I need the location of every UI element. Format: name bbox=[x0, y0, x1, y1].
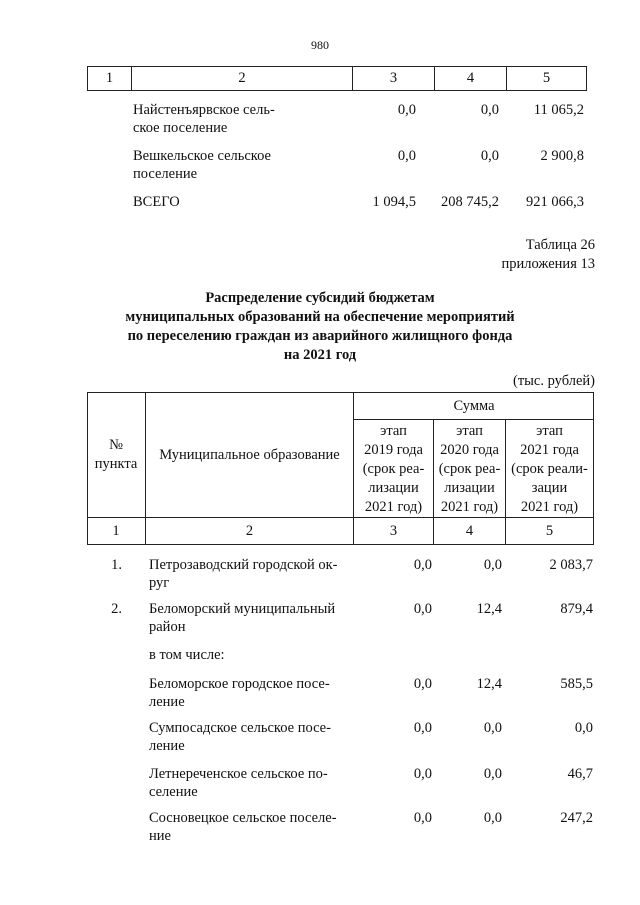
header-col-3-line: лизации bbox=[368, 480, 419, 496]
row-1-name-line: руг bbox=[149, 575, 170, 591]
row-7-name-line: ние bbox=[149, 828, 171, 844]
title-line: по переселению граждан из аварийного жилищного фонда bbox=[127, 328, 513, 344]
header-col-5-line: 2021 года bbox=[520, 442, 579, 458]
title-line: Распределение субсидий бюджетам bbox=[205, 290, 435, 306]
row-2-col-4: 12,4 bbox=[476, 601, 502, 617]
header-col-5-line: этап bbox=[536, 423, 563, 439]
row-2-number: 2. bbox=[111, 601, 122, 617]
top-header-col-4: 4 bbox=[435, 67, 507, 90]
header-col-3-line: (срок реа- bbox=[362, 461, 425, 477]
grid-line bbox=[87, 517, 594, 518]
row-5-col-4: 0,0 bbox=[483, 720, 502, 736]
top-row-2-name bbox=[133, 147, 271, 183]
header-col-4-line: этап bbox=[456, 423, 483, 439]
top-row-total-name bbox=[133, 193, 180, 211]
table-caption-appendix: приложения 13 bbox=[501, 256, 595, 272]
top-header-col-3: 3 bbox=[353, 67, 435, 90]
row-1-name bbox=[149, 556, 337, 592]
row-7-col-4: 0,0 bbox=[483, 810, 502, 826]
top-row-2-name-line: Вешкельское сельское bbox=[133, 148, 271, 164]
top-row-total-label: ВСЕГО bbox=[133, 194, 180, 210]
row-2-name-line: район bbox=[149, 619, 186, 635]
row-5-col-3: 0,0 bbox=[413, 720, 432, 736]
row-6-col-3: 0,0 bbox=[413, 766, 432, 782]
grid-line bbox=[353, 419, 594, 420]
top-row-1-col-4: 0,0 bbox=[480, 102, 499, 118]
row-7-col-5: 247,2 bbox=[560, 810, 593, 826]
row-1-col-5: 2 083,7 bbox=[549, 557, 593, 573]
units-note: (тыс. рублей) bbox=[513, 373, 595, 389]
row-including-label: в том числе: bbox=[149, 647, 225, 663]
row-4-col-4: 12,4 bbox=[476, 676, 502, 692]
row-7-name bbox=[149, 809, 337, 845]
row-4-col-5: 585,5 bbox=[560, 676, 593, 692]
top-row-total-col-5: 921 066,3 bbox=[526, 194, 584, 210]
header-col-4-line: 2021 год) bbox=[440, 499, 499, 515]
grid-line bbox=[87, 392, 594, 393]
title-line: на 2021 год bbox=[283, 347, 357, 363]
header-col-4-line: 2020 года bbox=[440, 442, 499, 458]
header-col-4 bbox=[434, 422, 505, 517]
header-col-4-line: (срок реа- bbox=[438, 461, 501, 477]
top-row-1-name-line: Найстенъярвское сель- bbox=[133, 102, 275, 118]
header-col-3 bbox=[354, 422, 433, 517]
row-6-col-4: 0,0 bbox=[483, 766, 502, 782]
row-1-col-4: 0,0 bbox=[483, 557, 502, 573]
row-4-col-3: 0,0 bbox=[413, 676, 432, 692]
row-2-col-3: 0,0 bbox=[413, 601, 432, 617]
top-row-total-col-3: 1 094,5 bbox=[372, 194, 416, 210]
row-5-col-5: 0,0 bbox=[574, 720, 593, 736]
header-col-5-line: (срок реали- bbox=[511, 461, 588, 477]
col-number-2: 2 bbox=[245, 523, 254, 539]
top-row-2-col-5: 2 900,8 bbox=[540, 148, 584, 164]
header-col-3-line: 2019 года bbox=[364, 442, 423, 458]
header-col-5-line: 2021 год) bbox=[520, 499, 579, 515]
top-row-1-col-3: 0,0 bbox=[397, 102, 416, 118]
row-5-name bbox=[149, 719, 331, 755]
col-number-5: 5 bbox=[545, 523, 554, 539]
top-table-header bbox=[87, 66, 587, 91]
row-7-name-line: Сосновецкое сельское поселе- bbox=[149, 810, 337, 826]
header-item-number-line: пункта bbox=[94, 456, 138, 472]
header-sum: Сумма bbox=[453, 398, 495, 414]
top-row-1-col-5: 11 065,2 bbox=[533, 102, 584, 118]
header-col-5-line: зации bbox=[531, 480, 568, 496]
row-1-number: 1. bbox=[111, 557, 122, 573]
header-col-5 bbox=[506, 422, 593, 517]
header-item-number-line: № bbox=[109, 437, 123, 453]
row-5-name-line: Сумпосадское сельское посе- bbox=[149, 720, 331, 736]
row-1-col-3: 0,0 bbox=[413, 557, 432, 573]
top-row-1-name-line: ское поселение bbox=[133, 120, 228, 136]
row-6-name-line: селение bbox=[149, 784, 198, 800]
row-2-name-line: Беломорский муниципальный bbox=[149, 601, 336, 617]
top-header-col-2: 2 bbox=[132, 67, 353, 90]
row-4-name bbox=[149, 675, 330, 711]
row-2-col-5: 879,4 bbox=[560, 601, 593, 617]
grid-line bbox=[87, 544, 594, 545]
top-row-2-col-4: 0,0 bbox=[480, 148, 499, 164]
row-4-name-line: ление bbox=[149, 694, 185, 710]
col-number-4: 4 bbox=[465, 523, 474, 539]
header-col-4-line: лизации bbox=[444, 480, 495, 496]
row-6-name-line: Летнереченское сельское по- bbox=[149, 766, 328, 782]
table-caption-number: Таблица 26 bbox=[525, 237, 595, 253]
row-5-name-line: ление bbox=[149, 738, 185, 754]
document-title bbox=[0, 289, 640, 365]
row-2-name bbox=[149, 600, 335, 636]
col-number-1: 1 bbox=[112, 523, 120, 539]
header-col-3-line: 2021 год) bbox=[364, 499, 423, 515]
col-number-3: 3 bbox=[389, 523, 398, 539]
row-1-name-line: Петрозаводский городской ок- bbox=[149, 557, 338, 573]
top-row-2-name-line: поселение bbox=[133, 166, 198, 182]
top-header-col-5: 5 bbox=[542, 70, 551, 86]
top-row-total-col-4: 208 745,2 bbox=[441, 194, 499, 210]
page-number: 980 bbox=[311, 38, 329, 52]
row-4-name-line: Беломорское городское посе- bbox=[149, 676, 330, 692]
main-table-header bbox=[87, 392, 594, 545]
header-item-number bbox=[87, 436, 145, 474]
title-line: муниципальных образований на обеспечение мероприятий bbox=[125, 309, 515, 325]
row-6-name bbox=[149, 765, 328, 801]
table-caption bbox=[502, 236, 595, 274]
top-row-1-name bbox=[133, 101, 275, 137]
row-6-col-5: 46,7 bbox=[567, 766, 593, 782]
header-col-3-line: этап bbox=[380, 423, 407, 439]
header-municipality: Муниципальное образование bbox=[159, 447, 340, 463]
top-row-2-col-3: 0,0 bbox=[397, 148, 416, 164]
row-7-col-3: 0,0 bbox=[413, 810, 432, 826]
top-header-col-1: 1 bbox=[88, 67, 132, 90]
